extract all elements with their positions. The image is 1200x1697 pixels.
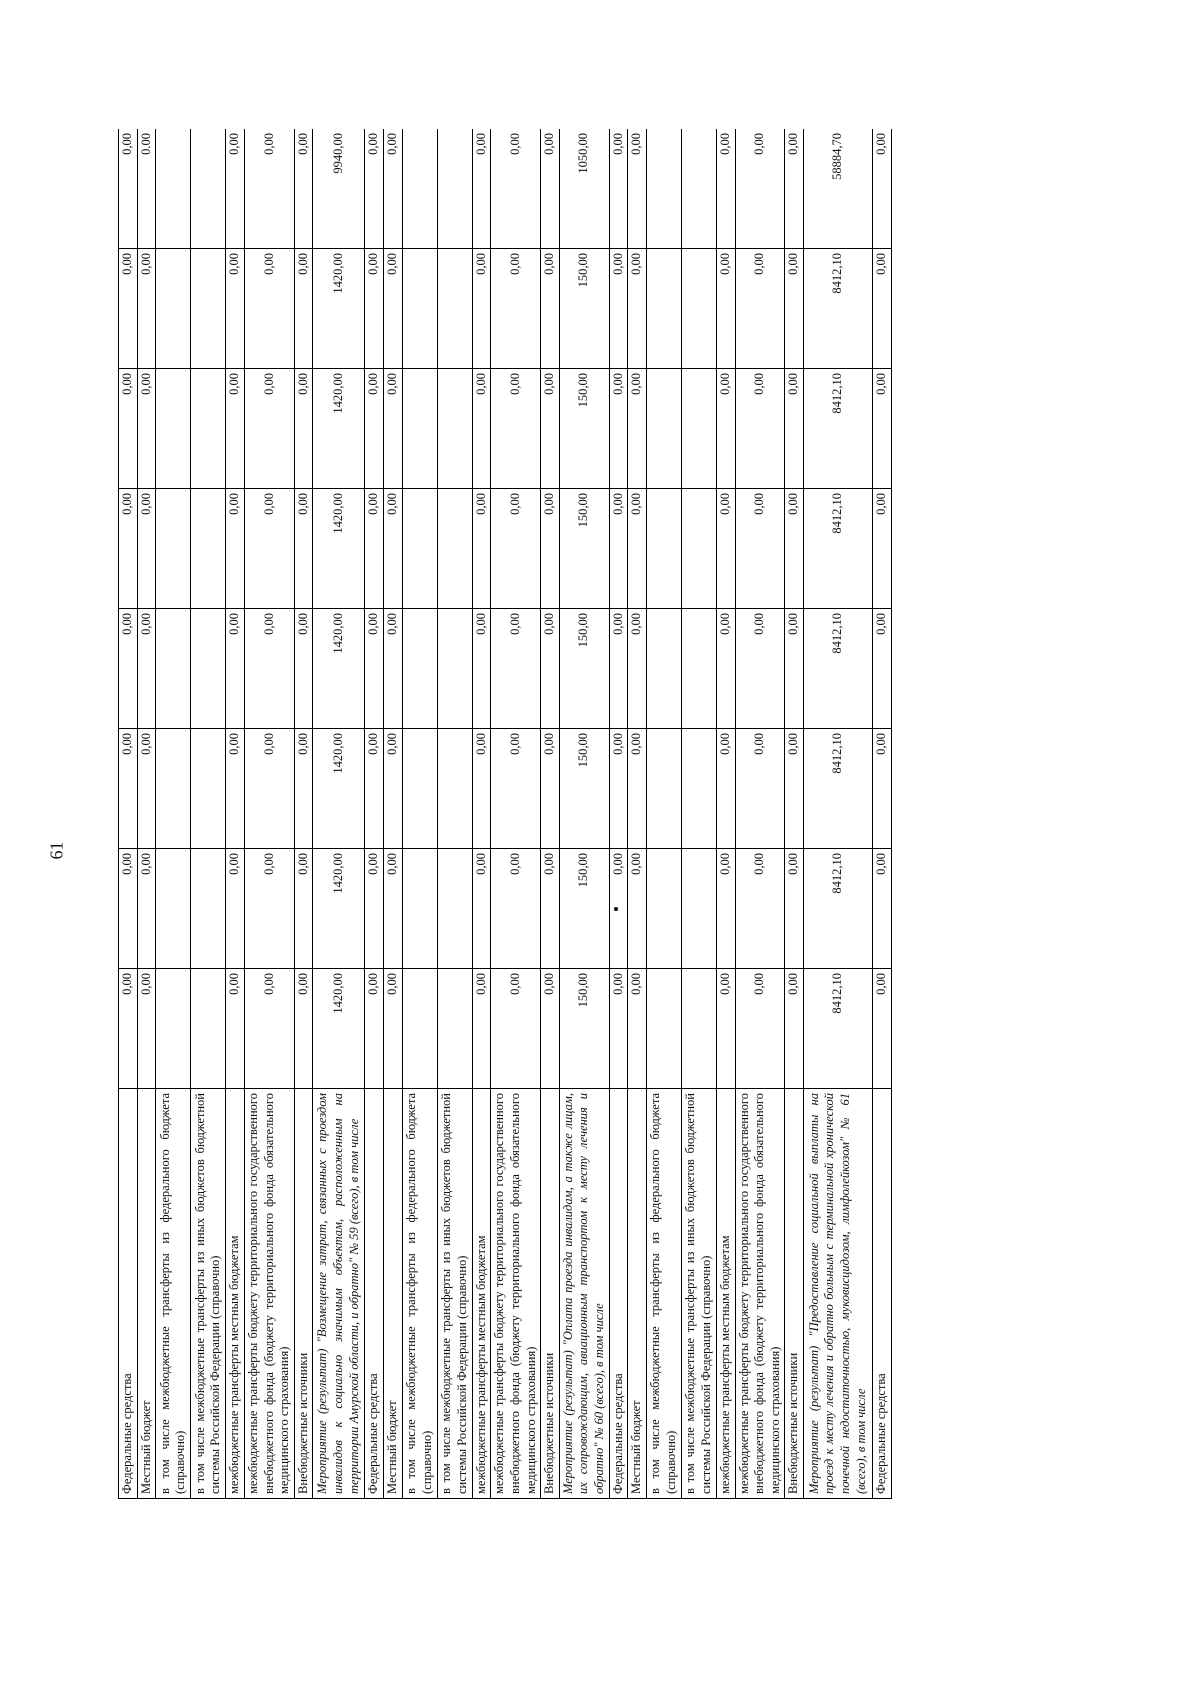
year-value-cell: 0,00: [609, 849, 628, 969]
total-value-cell: 0,00: [628, 129, 647, 249]
year-value-cell: 0,00: [365, 609, 384, 729]
year-value-cell: 0,00: [716, 729, 735, 849]
funding-source-cell: в том числе межбюджетные трансферты из федерального бюджета (справочно): [646, 1089, 681, 1499]
funding-source-cell: межбюджетные трансферты местным бюджетам: [226, 1089, 245, 1499]
year-value-cell: 0,00: [472, 249, 491, 369]
total-value-cell: 0,00: [365, 129, 384, 249]
year-value-cell: 150,00: [559, 489, 609, 609]
year-value-cell: [646, 609, 681, 729]
year-value-cell: [156, 969, 191, 1089]
year-value-cell: 1420,00: [313, 369, 365, 489]
table-row: [716, 129, 735, 1499]
year-value-cell: [156, 369, 191, 489]
year-value-cell: [646, 849, 681, 969]
year-value-cell: [681, 249, 716, 369]
year-value-cell: 0,00: [119, 849, 138, 969]
year-value-cell: 0,00: [384, 609, 403, 729]
year-value-cell: 0,00: [609, 729, 628, 849]
year-value-cell: [437, 729, 472, 849]
year-value-cell: 0,00: [244, 849, 294, 969]
funding-source-cell: межбюджетные трансферты бюджету территориального государственного внебюджетного фонда (бюджету территориального фонда обязательного медицинского страхования): [491, 1089, 541, 1499]
funding-source-cell: Внебюджетные источники: [294, 1089, 313, 1499]
funding-source-cell: в том числе межбюджетные трансферты из иных бюджетов бюджетной системы Российской Федерации (справочно): [437, 1089, 472, 1499]
year-value-cell: 0,00: [873, 609, 892, 729]
year-value-cell: [437, 969, 472, 1089]
activity-title-cell: Мероприятие (результат) "Оплата проезда инвалидам, а также лицам, их сопровождающим, авиационным транспортом к месту лечения и обратно" № 60 (всего), в том числе: [559, 1089, 609, 1499]
year-value-cell: 0,00: [491, 969, 541, 1089]
year-value-cell: 0,00: [628, 969, 647, 1089]
total-value-cell: 58884,70: [804, 129, 873, 249]
funding-source-cell: Местный бюджет: [628, 1089, 647, 1499]
year-value-cell: [681, 849, 716, 969]
year-value-cell: [646, 729, 681, 849]
year-value-cell: 0,00: [244, 249, 294, 369]
year-value-cell: 0,00: [472, 969, 491, 1089]
year-value-cell: [681, 729, 716, 849]
table-row: [244, 129, 294, 1499]
year-value-cell: 8412,10: [804, 729, 873, 849]
year-value-cell: 0,00: [873, 729, 892, 849]
year-value-cell: 0,00: [472, 609, 491, 729]
year-value-cell: [681, 609, 716, 729]
year-value-cell: 0,00: [244, 609, 294, 729]
year-value-cell: 1420,00: [313, 849, 365, 969]
table-row: [226, 129, 245, 1499]
year-value-cell: 0,00: [294, 249, 313, 369]
year-value-cell: 0,00: [137, 609, 156, 729]
year-value-cell: [191, 609, 226, 729]
funding-source-cell: в том числе межбюджетные трансферты из федерального бюджета (справочно): [156, 1089, 191, 1499]
year-value-cell: 0,00: [491, 369, 541, 489]
year-value-cell: 0,00: [137, 969, 156, 1089]
year-value-cell: [437, 489, 472, 609]
year-value-cell: 8412,10: [804, 609, 873, 729]
total-value-cell: [156, 129, 191, 249]
year-value-cell: 0,00: [735, 369, 785, 489]
year-value-cell: 0,00: [716, 369, 735, 489]
year-value-cell: 0,00: [472, 849, 491, 969]
year-value-cell: 0,00: [491, 849, 541, 969]
year-value-cell: [437, 249, 472, 369]
year-value-cell: 0,00: [119, 369, 138, 489]
total-value-cell: 0,00: [716, 129, 735, 249]
year-value-cell: 0,00: [119, 489, 138, 609]
funding-source-cell: Внебюджетные источники: [541, 1089, 560, 1499]
year-value-cell: 0,00: [491, 609, 541, 729]
total-value-cell: 0,00: [491, 129, 541, 249]
budget-table-frame: [118, 129, 1018, 1499]
year-value-cell: 1420,00: [313, 489, 365, 609]
funding-source-cell: в том числе межбюджетные трансферты из федерального бюджета (справочно): [402, 1089, 437, 1499]
year-value-cell: 0,00: [137, 369, 156, 489]
year-value-cell: 0,00: [785, 609, 804, 729]
year-value-cell: 0,00: [119, 969, 138, 1089]
year-value-cell: 0,00: [384, 489, 403, 609]
year-value-cell: 0,00: [609, 369, 628, 489]
total-value-cell: 0,00: [244, 129, 294, 249]
year-value-cell: 0,00: [244, 729, 294, 849]
total-value-cell: [191, 129, 226, 249]
year-value-cell: 0,00: [628, 849, 647, 969]
year-value-cell: 0,00: [472, 489, 491, 609]
year-value-cell: 0,00: [716, 249, 735, 369]
funding-source-cell: межбюджетные трансферты местным бюджетам: [472, 1089, 491, 1499]
table-row: [191, 129, 226, 1499]
funding-source-cell: Федеральные средства: [365, 1089, 384, 1499]
funding-source-cell: в том числе межбюджетные трансферты из иных бюджетов бюджетной системы Российской Федерации (справочно): [191, 1089, 226, 1499]
year-value-cell: [681, 369, 716, 489]
total-value-cell: 0,00: [735, 129, 785, 249]
table-row: [646, 129, 681, 1499]
total-value-cell: 0,00: [119, 129, 138, 249]
total-value-cell: 0.00: [137, 129, 156, 249]
year-value-cell: [437, 609, 472, 729]
year-value-cell: [156, 249, 191, 369]
year-value-cell: [402, 369, 437, 489]
year-value-cell: [681, 489, 716, 609]
table-row: [681, 129, 716, 1499]
year-value-cell: [646, 969, 681, 1089]
year-value-cell: 150,00: [559, 729, 609, 849]
table-row: [402, 129, 437, 1499]
year-value-cell: 0,00: [226, 849, 245, 969]
funding-source-cell: Федеральные средства: [873, 1089, 892, 1499]
year-value-cell: 0,00: [628, 489, 647, 609]
year-value-cell: 0,00: [785, 489, 804, 609]
year-value-cell: 0,00: [244, 489, 294, 609]
table-row: [384, 129, 403, 1499]
year-value-cell: 0,00: [541, 849, 560, 969]
year-value-cell: 0,00: [735, 609, 785, 729]
table-row: [294, 129, 313, 1499]
year-value-cell: 0,00: [384, 969, 403, 1089]
year-value-cell: [402, 609, 437, 729]
year-value-cell: 0,00: [609, 969, 628, 1089]
year-value-cell: [437, 849, 472, 969]
year-value-cell: [437, 369, 472, 489]
year-value-cell: 8412,10: [804, 969, 873, 1089]
total-value-cell: 0,00: [384, 129, 403, 249]
year-value-cell: 150,00: [559, 849, 609, 969]
total-value-cell: 0,00: [226, 129, 245, 249]
year-value-cell: 0,00: [384, 369, 403, 489]
year-value-cell: 1420,00: [313, 609, 365, 729]
funding-source-cell: Федеральные средства: [119, 1089, 138, 1499]
year-value-cell: 0,00: [365, 729, 384, 849]
funding-source-cell: Внебюджетные источники: [785, 1089, 804, 1499]
year-value-cell: 1420,00: [313, 249, 365, 369]
year-value-cell: 0,00: [472, 369, 491, 489]
total-value-cell: [402, 129, 437, 249]
year-value-cell: 8412,10: [804, 249, 873, 369]
year-value-cell: [646, 249, 681, 369]
year-value-cell: 0,00: [609, 489, 628, 609]
year-value-cell: 0,00: [384, 849, 403, 969]
table-row: [491, 129, 541, 1499]
year-value-cell: 150,00: [559, 249, 609, 369]
year-value-cell: 0,00: [119, 729, 138, 849]
year-value-cell: 1420,00: [313, 729, 365, 849]
year-value-cell: 0,00: [628, 369, 647, 489]
total-value-cell: 1050,00: [559, 129, 609, 249]
year-value-cell: 0,00: [541, 369, 560, 489]
total-value-cell: [437, 129, 472, 249]
year-value-cell: 0,00: [294, 729, 313, 849]
total-value-cell: 9940,00: [313, 129, 365, 249]
table-row: [137, 129, 156, 1499]
year-value-cell: 0,00: [365, 489, 384, 609]
year-value-cell: 0,00: [873, 249, 892, 369]
year-value-cell: [191, 369, 226, 489]
year-value-cell: [402, 969, 437, 1089]
year-value-cell: 0,00: [226, 489, 245, 609]
year-value-cell: 0,00: [785, 969, 804, 1089]
year-value-cell: [191, 489, 226, 609]
year-value-cell: [646, 489, 681, 609]
year-value-cell: 0,00: [137, 849, 156, 969]
year-value-cell: 0,00: [226, 249, 245, 369]
year-value-cell: 150,00: [559, 609, 609, 729]
funding-source-cell: Местный бюджет: [137, 1089, 156, 1499]
funding-source-cell: межбюджетные трансферты местным бюджетам: [716, 1089, 735, 1499]
year-value-cell: [402, 249, 437, 369]
year-value-cell: [156, 609, 191, 729]
year-value-cell: 0,00: [365, 249, 384, 369]
year-value-cell: [156, 849, 191, 969]
year-value-cell: 0,00: [294, 609, 313, 729]
year-value-cell: 0,00: [384, 249, 403, 369]
year-value-cell: 0,00: [628, 249, 647, 369]
year-value-cell: 0,00: [226, 369, 245, 489]
year-value-cell: 8412,10: [804, 849, 873, 969]
year-value-cell: 0,00: [244, 969, 294, 1089]
table-row: [119, 129, 138, 1499]
year-value-cell: 0,00: [541, 729, 560, 849]
table-row: [735, 129, 785, 1499]
year-value-cell: 150,00: [559, 369, 609, 489]
year-value-cell: [191, 969, 226, 1089]
funding-source-cell: в том числе межбюджетные трансферты из иных бюджетов бюджетной системы Российской Федерации (справочно): [681, 1089, 716, 1499]
year-value-cell: 0,00: [294, 849, 313, 969]
total-value-cell: 0,00: [609, 129, 628, 249]
year-value-cell: 0,00: [628, 609, 647, 729]
year-value-cell: 0,00: [785, 249, 804, 369]
table-row: [609, 129, 628, 1499]
year-value-cell: [156, 489, 191, 609]
year-value-cell: 8412,10: [804, 369, 873, 489]
funding-source-cell: межбюджетные трансферты бюджету территориального государственного внебюджетного фонда (бюджету территориального фонда обязательного медицинского страхования): [244, 1089, 294, 1499]
year-value-cell: 0,00: [472, 729, 491, 849]
year-value-cell: 150,00: [559, 969, 609, 1089]
table-row: [541, 129, 560, 1499]
year-value-cell: [191, 249, 226, 369]
year-value-cell: 0,00: [716, 969, 735, 1089]
year-value-cell: 0,00: [294, 369, 313, 489]
table-row: [628, 129, 647, 1499]
year-value-cell: [191, 849, 226, 969]
year-value-cell: 0,00: [491, 729, 541, 849]
year-value-cell: 0,00: [137, 249, 156, 369]
table-row: [313, 129, 365, 1499]
rotated-table-container: [118, 129, 1018, 1499]
activity-title-cell: Мероприятие (результат) "Возмещение затрат, связанных с проездом инвалидов к социально значимым объектам, расположенным на территории Амурской области, и обратно" № 59 (всего), в том числе: [313, 1089, 365, 1499]
year-value-cell: 0,00: [137, 729, 156, 849]
year-value-cell: 0,00: [491, 489, 541, 609]
year-value-cell: 0,00: [609, 249, 628, 369]
total-value-cell: 0,00: [873, 129, 892, 249]
year-value-cell: 0,00: [294, 969, 313, 1089]
total-value-cell: 0,00: [541, 129, 560, 249]
table-row: [156, 129, 191, 1499]
table-row: [559, 129, 609, 1499]
year-value-cell: 0,00: [735, 849, 785, 969]
year-value-cell: 0,00: [119, 609, 138, 729]
budget-table-body: [119, 129, 892, 1499]
year-value-cell: [156, 729, 191, 849]
year-value-cell: [402, 489, 437, 609]
table-row: [437, 129, 472, 1499]
year-value-cell: 0,00: [365, 369, 384, 489]
year-value-cell: 0,00: [541, 609, 560, 729]
year-value-cell: [402, 729, 437, 849]
table-row: [365, 129, 384, 1499]
year-value-cell: 0,00: [609, 609, 628, 729]
year-value-cell: 0,00: [716, 489, 735, 609]
year-value-cell: 0,00: [628, 729, 647, 849]
table-row: [804, 129, 873, 1499]
total-value-cell: [646, 129, 681, 249]
year-value-cell: 0,00: [873, 489, 892, 609]
total-value-cell: 0,00: [785, 129, 804, 249]
year-value-cell: 8412,10: [804, 489, 873, 609]
year-value-cell: 0,00: [735, 249, 785, 369]
year-value-cell: [191, 729, 226, 849]
activity-title-cell: Мероприятие (результат) "Предоставление социальной выплаты на проезд к месту лечения и обратно больным с терминальной хронической почечной недостаточностью, муковисцидозом, лимфолейкозом" № 61 (всего), в том числе: [804, 1089, 873, 1499]
year-value-cell: 1420,00: [313, 969, 365, 1089]
table-row: [873, 129, 892, 1499]
year-value-cell: 0,00: [716, 849, 735, 969]
budget-table: [118, 129, 892, 1499]
year-value-cell: [646, 369, 681, 489]
year-value-cell: 0,00: [365, 849, 384, 969]
year-value-cell: 0,00: [226, 729, 245, 849]
year-value-cell: 0,00: [785, 369, 804, 489]
year-value-cell: 0,00: [716, 609, 735, 729]
year-value-cell: 0,00: [365, 969, 384, 1089]
year-value-cell: 0,00: [226, 969, 245, 1089]
funding-source-cell: Федеральные средства: [609, 1089, 628, 1499]
year-value-cell: 0,00: [541, 249, 560, 369]
year-value-cell: 0,00: [785, 849, 804, 969]
year-value-cell: 0,00: [294, 489, 313, 609]
year-value-cell: 0,00: [735, 969, 785, 1089]
year-value-cell: 0,00: [384, 729, 403, 849]
year-value-cell: [681, 969, 716, 1089]
year-value-cell: 0,00: [735, 489, 785, 609]
year-value-cell: 0,00: [785, 729, 804, 849]
year-value-cell: 0,00: [137, 489, 156, 609]
total-value-cell: [681, 129, 716, 249]
year-value-cell: 0,00: [873, 369, 892, 489]
year-value-cell: 0,00: [244, 369, 294, 489]
page-number: 61: [46, 841, 67, 860]
total-value-cell: 0,00: [294, 129, 313, 249]
year-value-cell: [402, 849, 437, 969]
year-value-cell: 0,00: [541, 969, 560, 1089]
year-value-cell: 0,00: [491, 249, 541, 369]
year-value-cell: 0,00: [873, 849, 892, 969]
total-value-cell: 0,00: [472, 129, 491, 249]
year-value-cell: 0,00: [735, 729, 785, 849]
year-value-cell: 0,00: [226, 609, 245, 729]
table-row: [785, 129, 804, 1499]
year-value-cell: 0,00: [119, 249, 138, 369]
funding-source-cell: Местный бюджет: [384, 1089, 403, 1499]
funding-source-cell: межбюджетные трансферты бюджету территориального государственного внебюджетного фонда (бюджету территориального фонда обязательного медицинского страхования): [735, 1089, 785, 1499]
year-value-cell: 0,00: [541, 489, 560, 609]
year-value-cell: 0,00: [873, 969, 892, 1089]
table-row: [472, 129, 491, 1499]
